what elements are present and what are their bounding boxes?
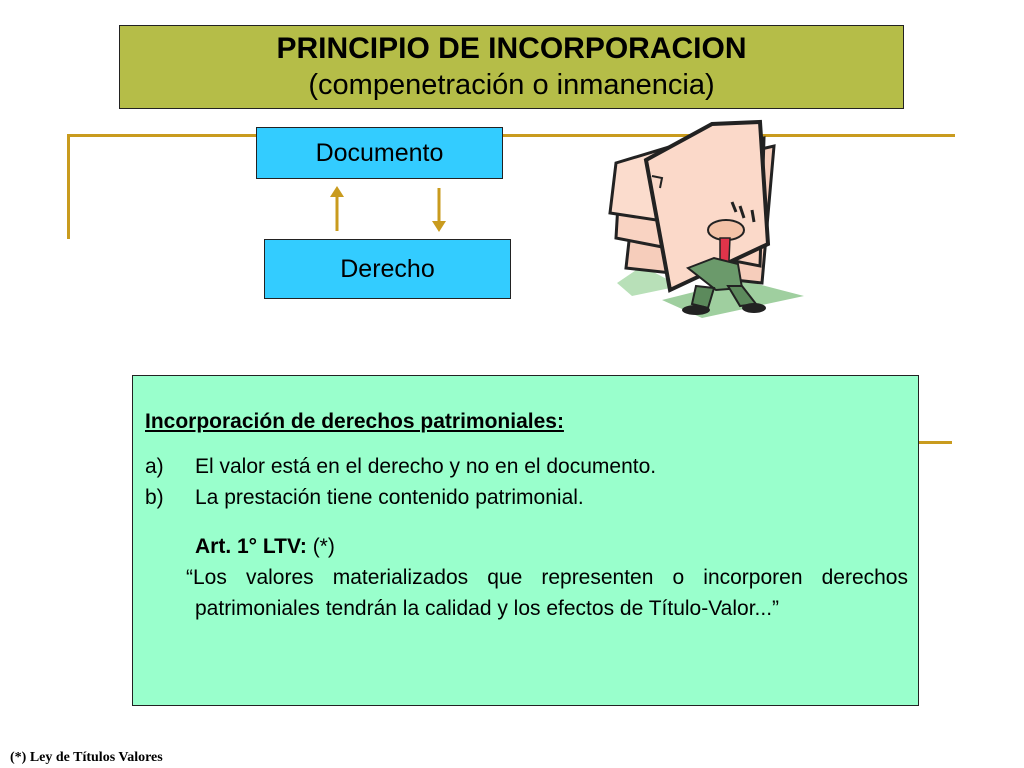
decorative-rule-left: [67, 134, 70, 239]
article-footnote-marker: (*): [306, 535, 335, 558]
page-subtitle: (compenetración o inmanencia): [308, 69, 715, 101]
list-item: [145, 451, 908, 482]
decorative-rule-right: [918, 441, 952, 444]
list-item-text: El valor está en el derecho y no en el documento.: [195, 455, 657, 478]
man-carrying-documents-illustration: [592, 118, 817, 323]
concept-documento-label: Documento: [315, 138, 444, 167]
concept-derecho-label: Derecho: [340, 254, 435, 283]
arrow-up-icon: [327, 185, 347, 235]
footnote: (*) Ley de Títulos Valores: [10, 750, 163, 765]
list-marker: a): [145, 455, 164, 478]
list-item-text: La prestación tiene contenido patrimonial.: [195, 486, 584, 509]
concept-derecho: [264, 239, 511, 299]
article-reference: [145, 531, 908, 562]
content-heading: Incorporación de derechos patrimoniales:: [145, 410, 564, 433]
arrow-down-icon: [429, 185, 449, 235]
title-banner: [119, 25, 904, 109]
page-title: PRINCIPIO DE INCORPORACION: [276, 32, 747, 65]
decorative-rule-top: [67, 134, 955, 137]
list-item: [145, 482, 908, 513]
article-label: Art. 1° LTV:: [195, 535, 307, 558]
concept-documento: [256, 127, 503, 179]
article-quote: “Los valores materializados que representen o incorporen derechos patrimoniales tendrán la calidad y los efectos de Título-Valor...”: [186, 566, 908, 620]
list-marker: b): [145, 486, 164, 509]
incorporation-content-panel: [132, 375, 919, 706]
